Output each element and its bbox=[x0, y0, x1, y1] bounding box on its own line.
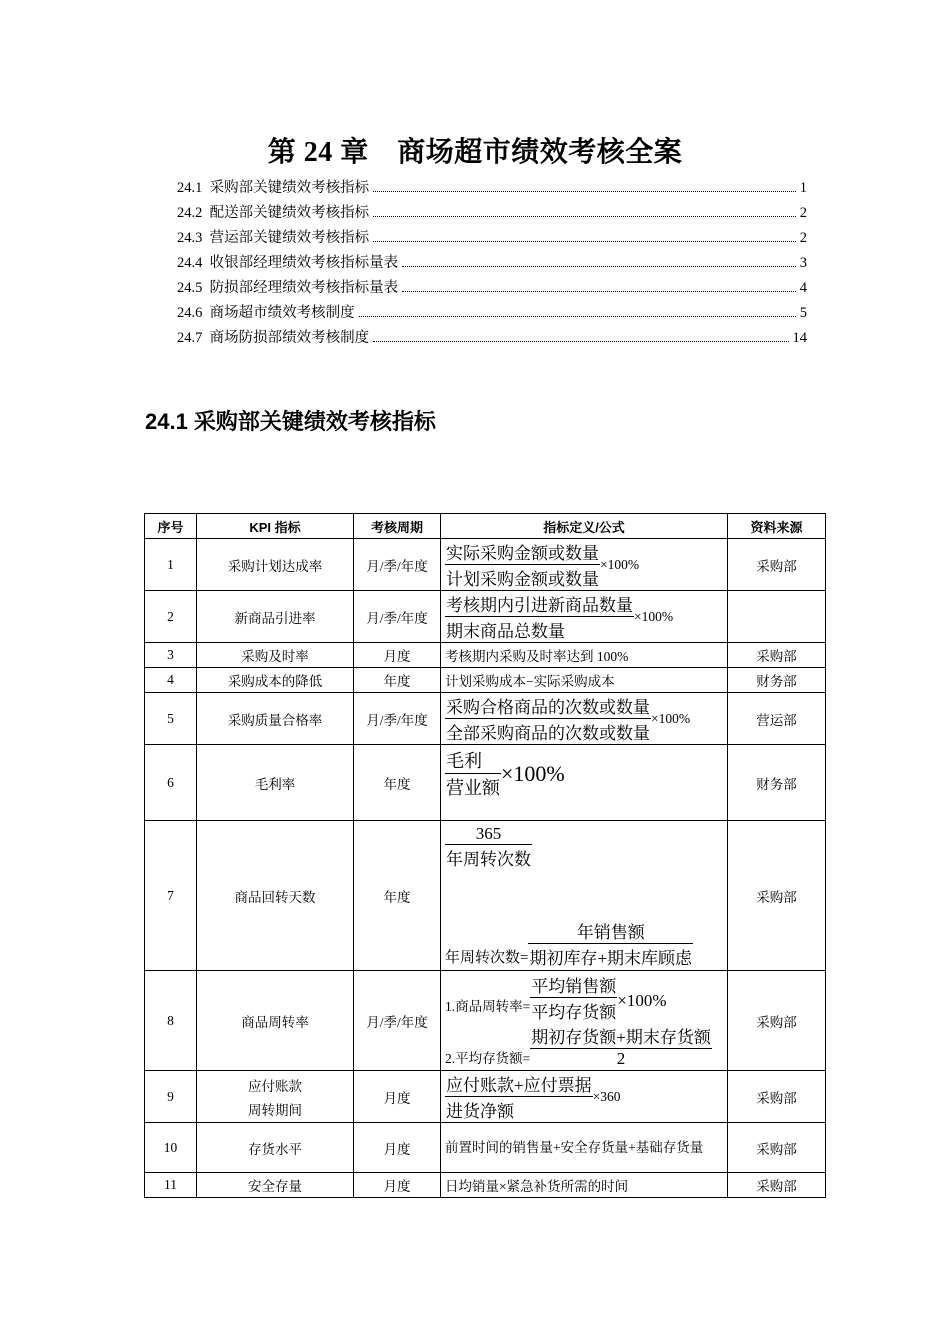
table-row: 11 安全存量 月度 日均销量×紧急补货所需的时间 采购部 bbox=[145, 1173, 826, 1198]
table-row: 10 存货水平 月度 前置时间的销售量+安全存货量+基础存货量 采购部 bbox=[145, 1123, 826, 1173]
kpi-table bbox=[144, 513, 826, 1198]
header-cell: KPI 指标 bbox=[197, 514, 354, 539]
formula: $\frac{\text{考核期内引进新商品数量}}{\text{期末商品总数量}}$ ×100% bbox=[441, 591, 728, 643]
toc-entry[interactable]: 24.7 商场防损部绩效考核制度 14 bbox=[177, 330, 807, 346]
header-cell: 序号 bbox=[145, 514, 197, 539]
table-row: 4 采购成本的降低 年度 计划采购成本−实际采购成本 财务部 bbox=[145, 668, 826, 693]
table-row: 9 应付账款 周转期间 月度 $\frac{\text{应付账款+应付票据}}{\text{进货净额}}$ ×360 采购部 bbox=[145, 1071, 826, 1123]
page-title: 第 24 章 商场超市绩效考核全案 bbox=[267, 137, 683, 168]
table-row: 7 商品回转天数 年度 $\frac{365}{\text{年周转次数}}$ 年周转次数= $\frac{\text{年销售额}}{\text{期初库存+期末库顾虑}}$ 采购部 bbox=[145, 821, 826, 971]
formula: $\frac{365}{\text{年周转次数}}$ 年周转次数= $\frac{\text{年销售额}}{\text{期初库存+期末库顾虑}}$ bbox=[441, 821, 728, 971]
formula: $\frac{\text{应付账款+应付票据}}{\text{进货净额}}$ ×360 bbox=[441, 1071, 728, 1123]
formula: $\frac{\text{毛利}}{\text{营业额}}$ ×100% bbox=[441, 745, 728, 821]
table-row: 2 新商品引进率 月/季/年度 $\frac{\text{考核期内引进新商品数量}}{\text{期末商品总数量}}$ ×100% bbox=[145, 591, 826, 643]
section-heading: 24.1 采购部关键绩效考核指标 bbox=[145, 409, 436, 434]
toc-entry[interactable]: 24.6 商场超市绩效考核制度 5 bbox=[177, 305, 807, 321]
header-cell: 资料来源 bbox=[728, 514, 826, 539]
table-header-row bbox=[145, 514, 826, 539]
table-row: 6 毛利率 年度 $\frac{\text{毛利}}{\text{营业额}}$ ×100% 财务部 bbox=[145, 745, 826, 821]
header-cell: 考核周期 bbox=[354, 514, 441, 539]
toc-entry[interactable]: 24.1 采购部关键绩效考核指标 1 bbox=[177, 180, 807, 196]
formula: $\frac{\text{采购合格商品的次数或数量}}{\text{全部采购商品的次数或数量}}$ ×100% bbox=[441, 693, 728, 745]
table-row: 1 采购计划达成率 月/季/年度 $\frac{\text{实际采购金额或数量}}{\text{计划采购金额或数量}}$ ×100% 采购部 bbox=[145, 539, 826, 591]
header-cell: 指标定义/公式 bbox=[441, 514, 728, 539]
table-row: 3 采购及时率 月度 考核期内采购及时率达到 100% 采购部 bbox=[145, 643, 826, 668]
toc-entry[interactable]: 24.2 配送部关键绩效考核指标 2 bbox=[177, 205, 807, 221]
table-row: 8 商品周转率 月/季/年度 1.商品周转率= $\frac{\text{平均销售额}}{\text{平均存货额}}$ ×100% 2.平均存货额= $\frac{\text{期初存货额+期末存货额}}{2}$ 采购部 bbox=[145, 971, 826, 1071]
toc-entry[interactable]: 24.3 营运部关键绩效考核指标 2 bbox=[177, 230, 807, 246]
formula: $\frac{\text{实际采购金额或数量}}{\text{计划采购金额或数量}}$ ×100% bbox=[441, 539, 728, 591]
formula: 1.商品周转率= $\frac{\text{平均销售额}}{\text{平均存货额}}$ ×100% 2.平均存货额= $\frac{\text{期初存货额+期末存货额}}{2}$ bbox=[441, 971, 728, 1071]
toc-entry[interactable]: 24.4 收银部经理绩效考核指标量表 3 bbox=[177, 255, 807, 271]
table-row: 5 采购质量合格率 月/季/年度 $\frac{\text{采购合格商品的次数或数量}}{\text{全部采购商品的次数或数量}}$ ×100% 营运部 bbox=[145, 693, 826, 745]
table-of-contents bbox=[177, 176, 807, 351]
toc-entry[interactable]: 24.5 防损部经理绩效考核指标量表 4 bbox=[177, 280, 807, 296]
